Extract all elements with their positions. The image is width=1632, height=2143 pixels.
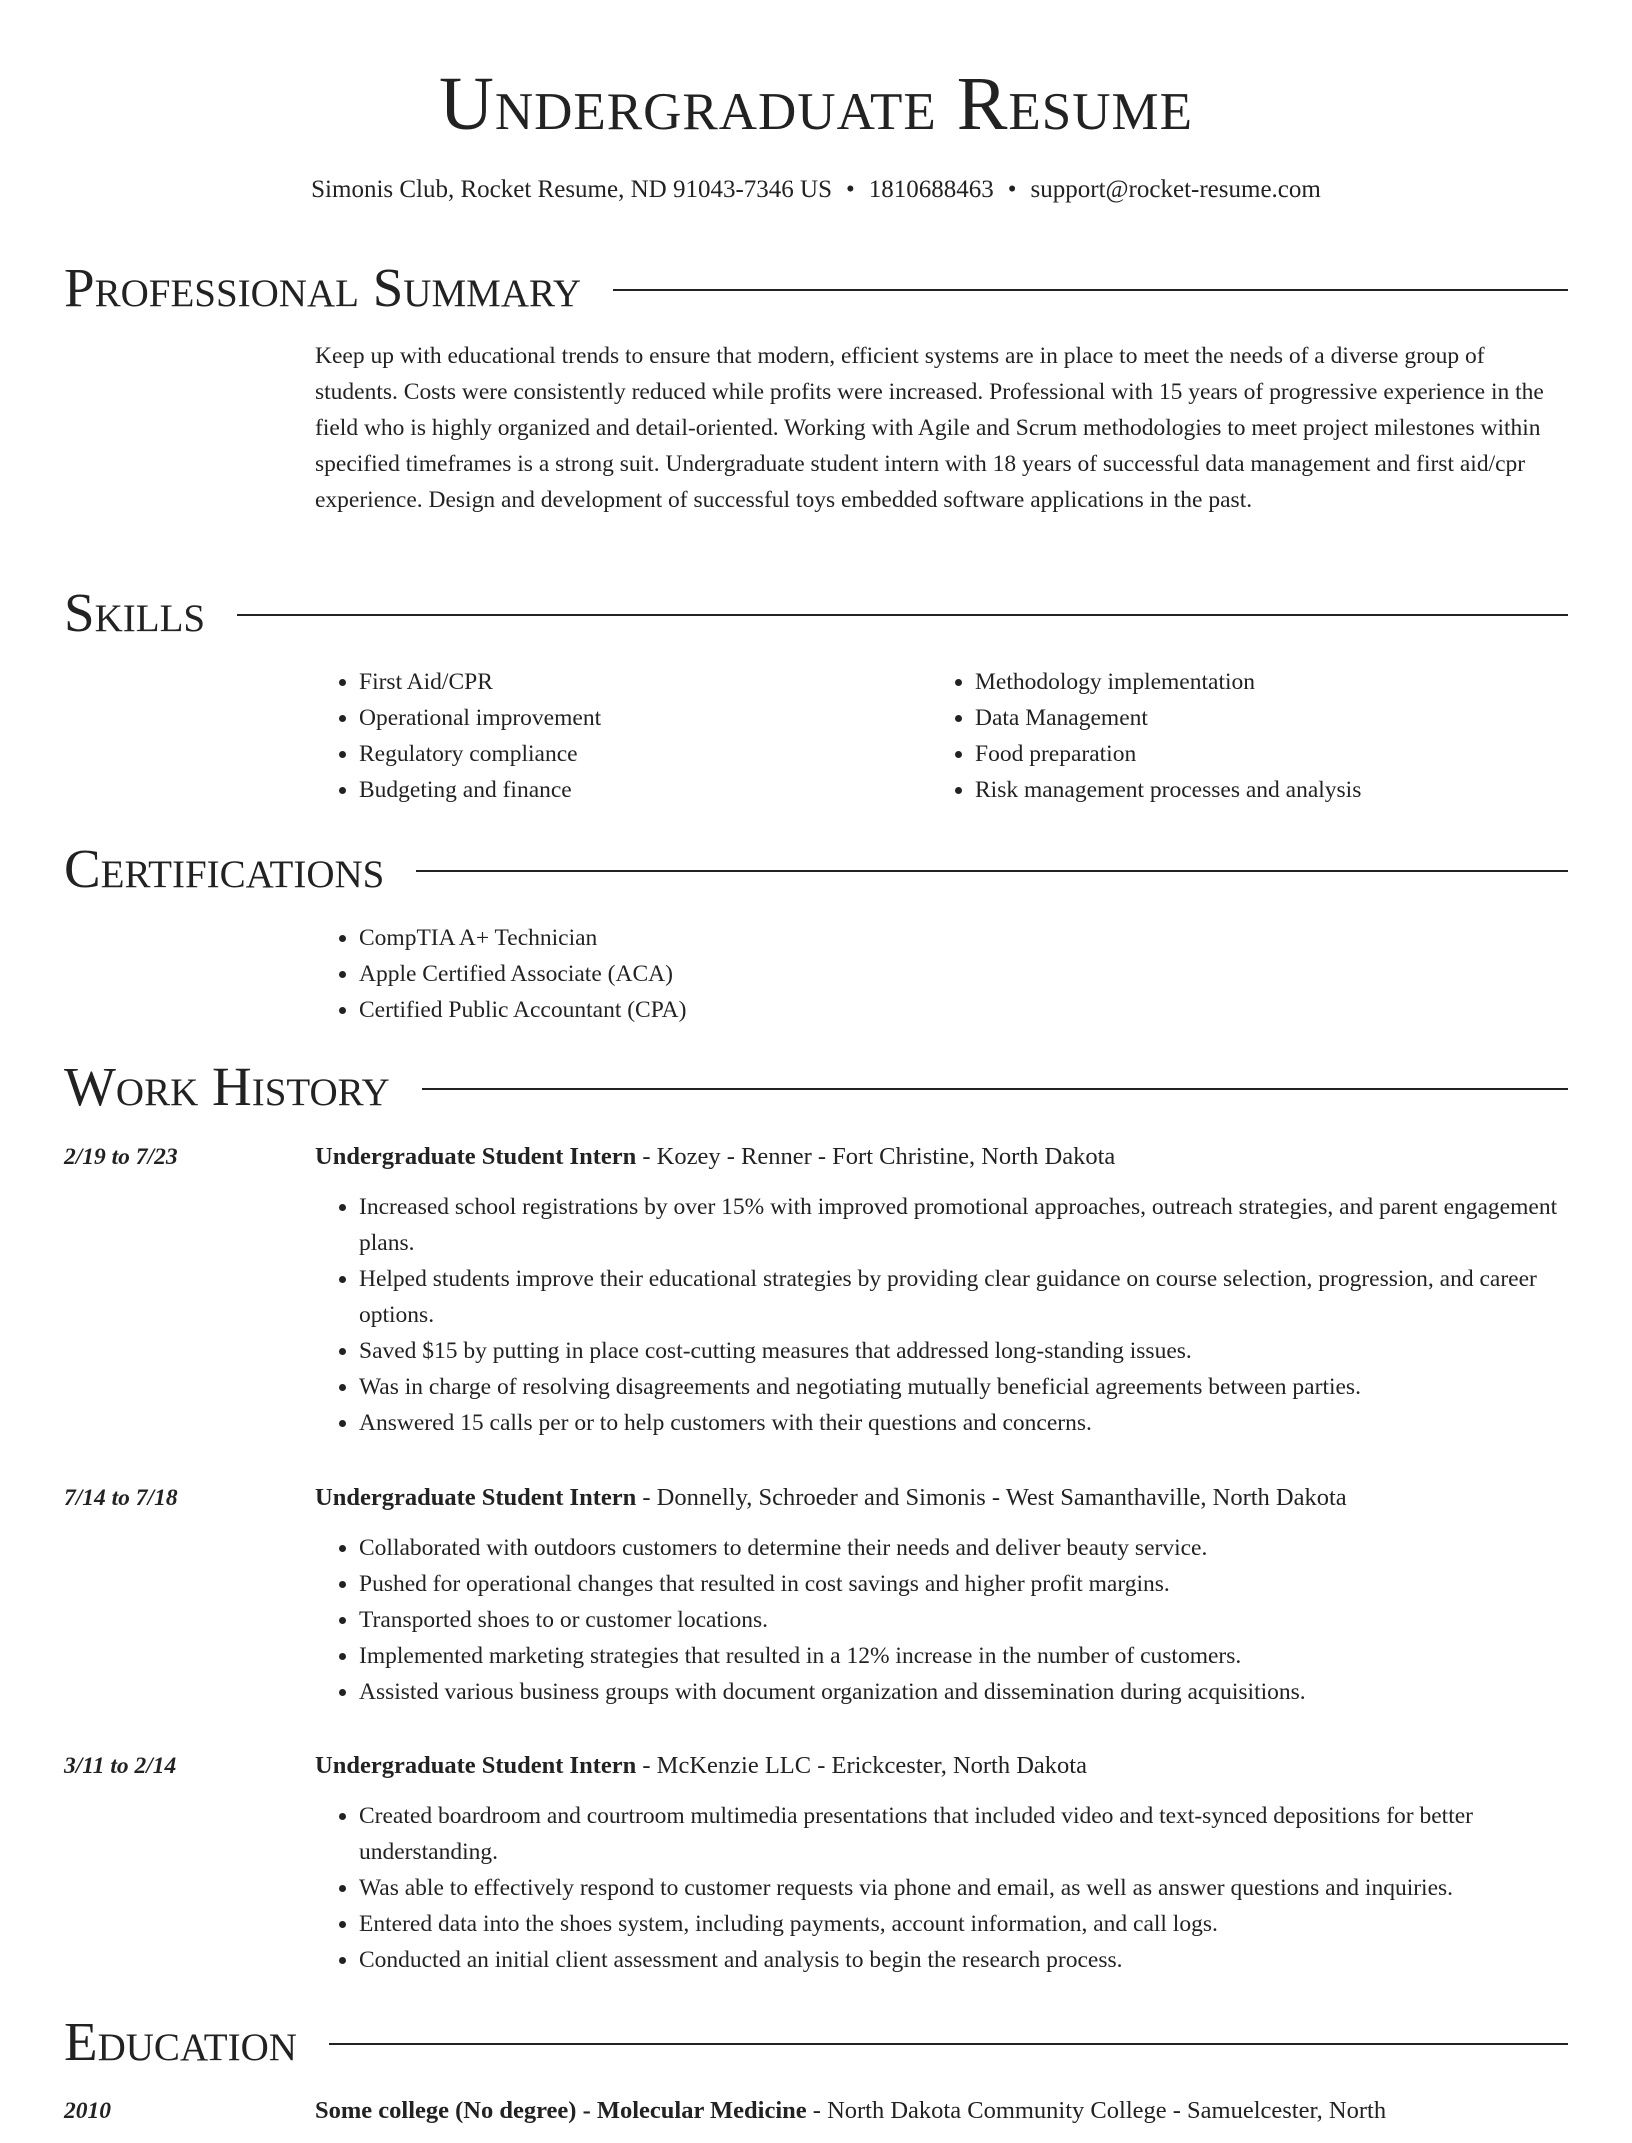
skill-item: • Data Management — [975, 700, 1547, 736]
education-date: 2010 — [64, 2098, 111, 2124]
skill-item: • First Aid/CPR — [359, 664, 931, 700]
job-role: Undergraduate Student Intern — [315, 1143, 637, 1170]
skill-item: • Risk management processes and analysis — [975, 772, 1547, 808]
work-history-section-header — [64, 1056, 1568, 1117]
contact-line — [64, 176, 1568, 204]
skill-bullets — [315, 664, 931, 808]
section-divider — [613, 289, 1568, 291]
education-school: - North Dakota Community College - Samuelcester, North — [806, 2097, 1387, 2124]
work-history-heading: Work History — [64, 1056, 390, 1117]
job-bullet: • Was in charge of resolving disagreements and negotiating mutually beneficial agreements between parties. — [359, 1369, 1568, 1405]
education-entry — [315, 2093, 1568, 2143]
summary-heading: Professional Summary — [64, 257, 582, 318]
skill-item: • Budgeting and finance — [359, 772, 931, 808]
job-bullet: • Was able to effectively respond to customer requests via phone and email, as well as answer questions and inquiries. — [359, 1870, 1568, 1906]
skills-column-left — [315, 664, 931, 808]
section-divider — [416, 870, 1568, 872]
job-heading — [315, 1139, 1568, 1175]
certification-item: • CompTIA A+ Technician — [359, 920, 1568, 956]
certification-item: • Certified Public Accountant (CPA) — [359, 992, 1568, 1028]
job-employer: - McKenzie LLC - Erickcester, North Dakota — [636, 1752, 1087, 1779]
job-employer: - Kozey - Renner - Fort Christine, North Dakota — [636, 1143, 1116, 1170]
resume-title: Undergraduate Resume — [438, 62, 1194, 146]
certification-bullets — [315, 920, 1568, 1028]
job-heading — [315, 1748, 1568, 1784]
job-date: 2/19 to 7/23 — [64, 1144, 178, 1170]
skill-item: • Operational improvement — [359, 700, 931, 736]
skills-heading: Skills — [64, 582, 206, 643]
contact-separator: • — [846, 176, 855, 203]
job-entry — [315, 1480, 1568, 1710]
section-divider — [329, 2043, 1568, 2045]
education-heading-line — [315, 2093, 1568, 2129]
education-degree: Some college (No degree) - Molecular Medicine — [315, 2097, 807, 2124]
education-heading: Education — [64, 2011, 297, 2072]
job-bullet: • Entered data into the shoes system, including payments, account information, and call logs. — [359, 1906, 1568, 1942]
skill-item: • Regulatory compliance — [359, 736, 931, 772]
job-role: Undergraduate Student Intern — [315, 1484, 637, 1511]
certifications-heading: Certifications — [64, 838, 385, 899]
job-entry — [315, 1139, 1568, 1441]
certification-item: • Apple Certified Associate (ACA) — [359, 956, 1568, 992]
resume-page — [64, 0, 1568, 2124]
job-bullets — [315, 1530, 1568, 1710]
section-divider — [422, 1088, 1568, 1090]
contact-phone: 1810688463 — [868, 176, 994, 203]
section-divider — [237, 614, 1568, 616]
contact-email: support@rocket-resume.com — [1030, 176, 1321, 203]
skill-bullets — [931, 664, 1547, 808]
job-bullet: • Conducted an initial client assessment and analysis to begin the research process. — [359, 1942, 1568, 1978]
education-section-header — [64, 2011, 1568, 2072]
job-bullet: • Created boardroom and courtroom multimedia presentations that included video and text-synced depositions for better understanding. — [359, 1798, 1568, 1870]
job-bullet: • Answered 15 calls per or to help customers with their questions and concerns. — [359, 1405, 1568, 1441]
job-bullet: • Assisted various business groups with document organization and dissemination during acquisitions. — [359, 1674, 1568, 1710]
job-role: Undergraduate Student Intern — [315, 1752, 637, 1779]
job-bullet: • Transported shoes to or customer locations. — [359, 1602, 1568, 1638]
contact-address: Simonis Club, Rocket Resume, ND 91043-7346 US — [311, 176, 832, 203]
job-date: 3/11 to 2/14 — [64, 1753, 177, 1779]
skills-list — [315, 664, 1568, 808]
job-bullet: • Collaborated with outdoors customers to determine their needs and deliver beauty service. — [359, 1530, 1568, 1566]
summary-text: Keep up with educational trends to ensure that modern, efficient systems are in place to meet the needs of a diverse group of students. Costs were consistently reduced while profits were increased. Professional with 15 years of progressive experience in the field who is highly organized and detail-oriented. Working with Agile and Scrum methodologies to meet project milestones within specified timeframes is a strong suit. Undergraduate student intern with 18 years of successful data management and first aid/cpr experience. Design and development of successful toys embedded software applications in the past. — [315, 343, 1544, 513]
job-bullet: • Helped students improve their educational strategies by providing clear guidance on course selection, progression, and career options. — [359, 1261, 1568, 1333]
job-entry — [315, 1748, 1568, 1978]
job-heading — [315, 1480, 1568, 1516]
job-bullets — [315, 1189, 1568, 1441]
job-bullet: • Implemented marketing strategies that resulted in a 12% increase in the number of customers. — [359, 1638, 1568, 1674]
job-bullet: • Increased school registrations by over 15% with improved promotional approaches, outreach strategies, and parent engagement plans. — [359, 1189, 1568, 1261]
skill-item: • Food preparation — [975, 736, 1547, 772]
skills-column-right — [931, 664, 1547, 808]
job-bullet: • Pushed for operational changes that resulted in cost savings and higher profit margins. — [359, 1566, 1568, 1602]
job-date: 7/14 to 7/18 — [64, 1485, 178, 1511]
contact-separator: • — [1007, 176, 1017, 203]
skills-section-header — [64, 582, 1568, 643]
skill-item: • Methodology implementation — [975, 664, 1547, 700]
summary-section-header — [64, 257, 1568, 318]
job-bullet: • Saved $15 by putting in place cost-cutting measures that addressed long-standing issues. — [359, 1333, 1568, 1369]
job-employer: - Donnelly, Schroeder and Simonis - West Samanthaville, North Dakota — [636, 1484, 1347, 1511]
certifications-section-header — [64, 838, 1568, 899]
certifications-list — [315, 920, 1568, 1028]
job-bullets — [315, 1798, 1568, 1978]
